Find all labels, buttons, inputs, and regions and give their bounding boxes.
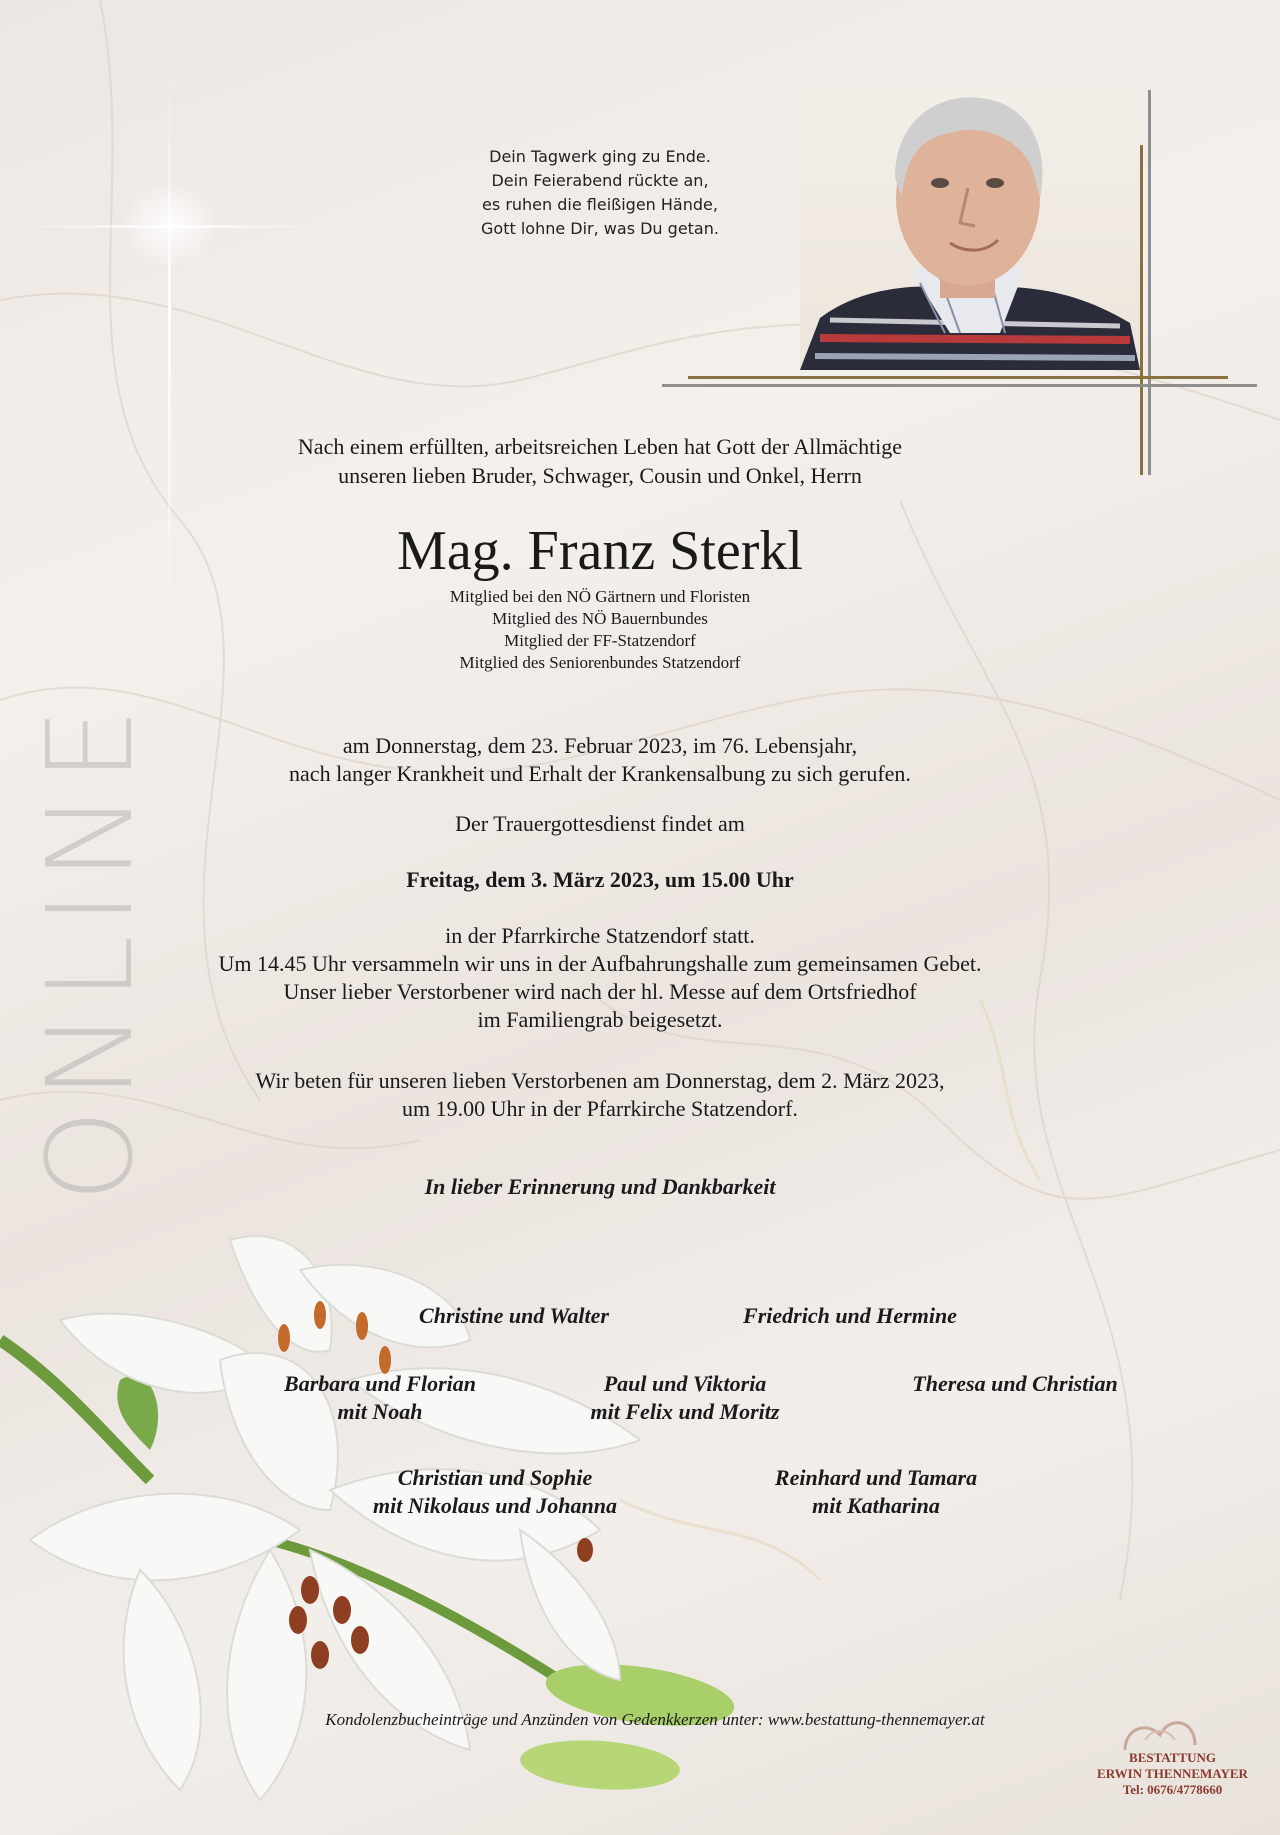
death-line: nach langer Krankheit und Erhalt der Krankensalbung zu sich gerufen. (289, 761, 911, 786)
mourner-group (690, 1302, 1010, 1330)
membership-line: Mitglied des Seniorenbundes Statzendorf (459, 653, 741, 672)
mourner-line: Barbara und Florian (284, 1371, 476, 1396)
mourner-line: Friedrich und Hermine (743, 1303, 957, 1328)
prayer-notice (140, 1067, 1060, 1123)
light-cross-horizontal (20, 225, 320, 228)
membership-line: Mitglied der FF-Statzendorf (504, 631, 696, 650)
logo-phone: Tel: 0676/4778660 (1122, 1782, 1223, 1797)
mourner-group (716, 1464, 1036, 1520)
death-line: am Donnerstag, dem 23. Februar 2023, im 76. Lebensjahr, (342, 733, 858, 758)
mourner-group (354, 1302, 674, 1330)
intro-line: Nach einem erfüllten, arbeitsreichen Leben hat Gott der Allmächtige (297, 434, 903, 459)
mourner-group (855, 1370, 1175, 1398)
light-cross-vertical (168, 80, 171, 640)
mourner-line: Theresa und Christian (912, 1371, 1118, 1396)
mourner-line: mit Katharina (812, 1493, 940, 1518)
portrait-photo (800, 88, 1140, 370)
service-line: Um 14.45 Uhr versammeln wir uns in der Aufbahrungshalle zum gemeinsamen Gebet. (218, 951, 982, 976)
memberships (200, 586, 1000, 674)
intro-text (200, 432, 1000, 490)
service-date: Freitag, dem 3. März 2023, um 15.00 Uhr (406, 867, 794, 892)
frame-line-horizontal-gold (688, 376, 1228, 379)
membership-line: Mitglied des NÖ Bauernbundes (492, 609, 708, 628)
frame-line-horizontal-grey (662, 384, 1257, 387)
poem (440, 145, 760, 241)
service-line: in der Pfarrkirche Statzendorf statt. (445, 923, 755, 948)
poem-line: Dein Tagwerk ging zu Ende. (489, 147, 711, 166)
poem-line: es ruhen die fleißigen Hände, (482, 195, 718, 214)
membership-line: Mitglied bei den NÖ Gärtnern und Floristen (449, 587, 751, 606)
funeral-home-logo (1075, 1712, 1270, 1798)
service-details (140, 922, 1060, 1034)
mourner-group (335, 1464, 655, 1520)
frame-line-vertical-grey (1148, 90, 1151, 475)
prayer-line: Wir beten für unseren lieben Verstorbenen am Donnerstag, dem 2. März 2023, (255, 1068, 945, 1093)
prayer-line: um 19.00 Uhr in der Pfarrkirche Statzendorf. (402, 1096, 798, 1121)
mourner-line: mit Noah (337, 1399, 423, 1424)
mourner-line: mit Nikolaus und Johanna (373, 1493, 617, 1518)
mourner-line: Paul und Viktoria (603, 1371, 767, 1396)
dedication: In lieber Erinnerung und Dankbarkeit (424, 1174, 776, 1199)
condolence-footer: Kondolenzbucheinträge und Anzünden von Gedenkkerzen unter: www.bestattung-thennemayer.at (325, 1710, 985, 1729)
deceased-name: Mag. Franz Sterkl (397, 520, 803, 582)
poem-line: Dein Feierabend rückte an, (491, 171, 709, 190)
intro-line: unseren lieben Bruder, Schwager, Cousin und Onkel, Herrn (338, 463, 862, 488)
mourner-line: Reinhard und Tamara (774, 1465, 978, 1490)
watermark-online: ONLINE (21, 697, 159, 1203)
service-line: Unser lieber Verstorbener wird nach der hl. Messe auf dem Ortsfriedhof (283, 979, 917, 1004)
service-intro: Der Trauergottesdienst findet am (455, 811, 745, 836)
mourner-line: Christine und Walter (419, 1303, 609, 1328)
logo-line: ERWIN THENNEMAYER (1097, 1766, 1248, 1781)
logo-line: BESTATTUNG (1129, 1750, 1216, 1765)
mourner-line: mit Felix und Moritz (590, 1399, 780, 1424)
mourner-line: Christian und Sophie (397, 1465, 593, 1490)
mourner-group (220, 1370, 540, 1426)
mourner-group (525, 1370, 845, 1426)
poem-line: Gott lohne Dir, was Du getan. (481, 219, 719, 238)
frame-line-vertical-gold (1140, 145, 1143, 475)
death-notice (140, 732, 1060, 788)
service-line: im Familiengrab beigesetzt. (477, 1007, 723, 1032)
